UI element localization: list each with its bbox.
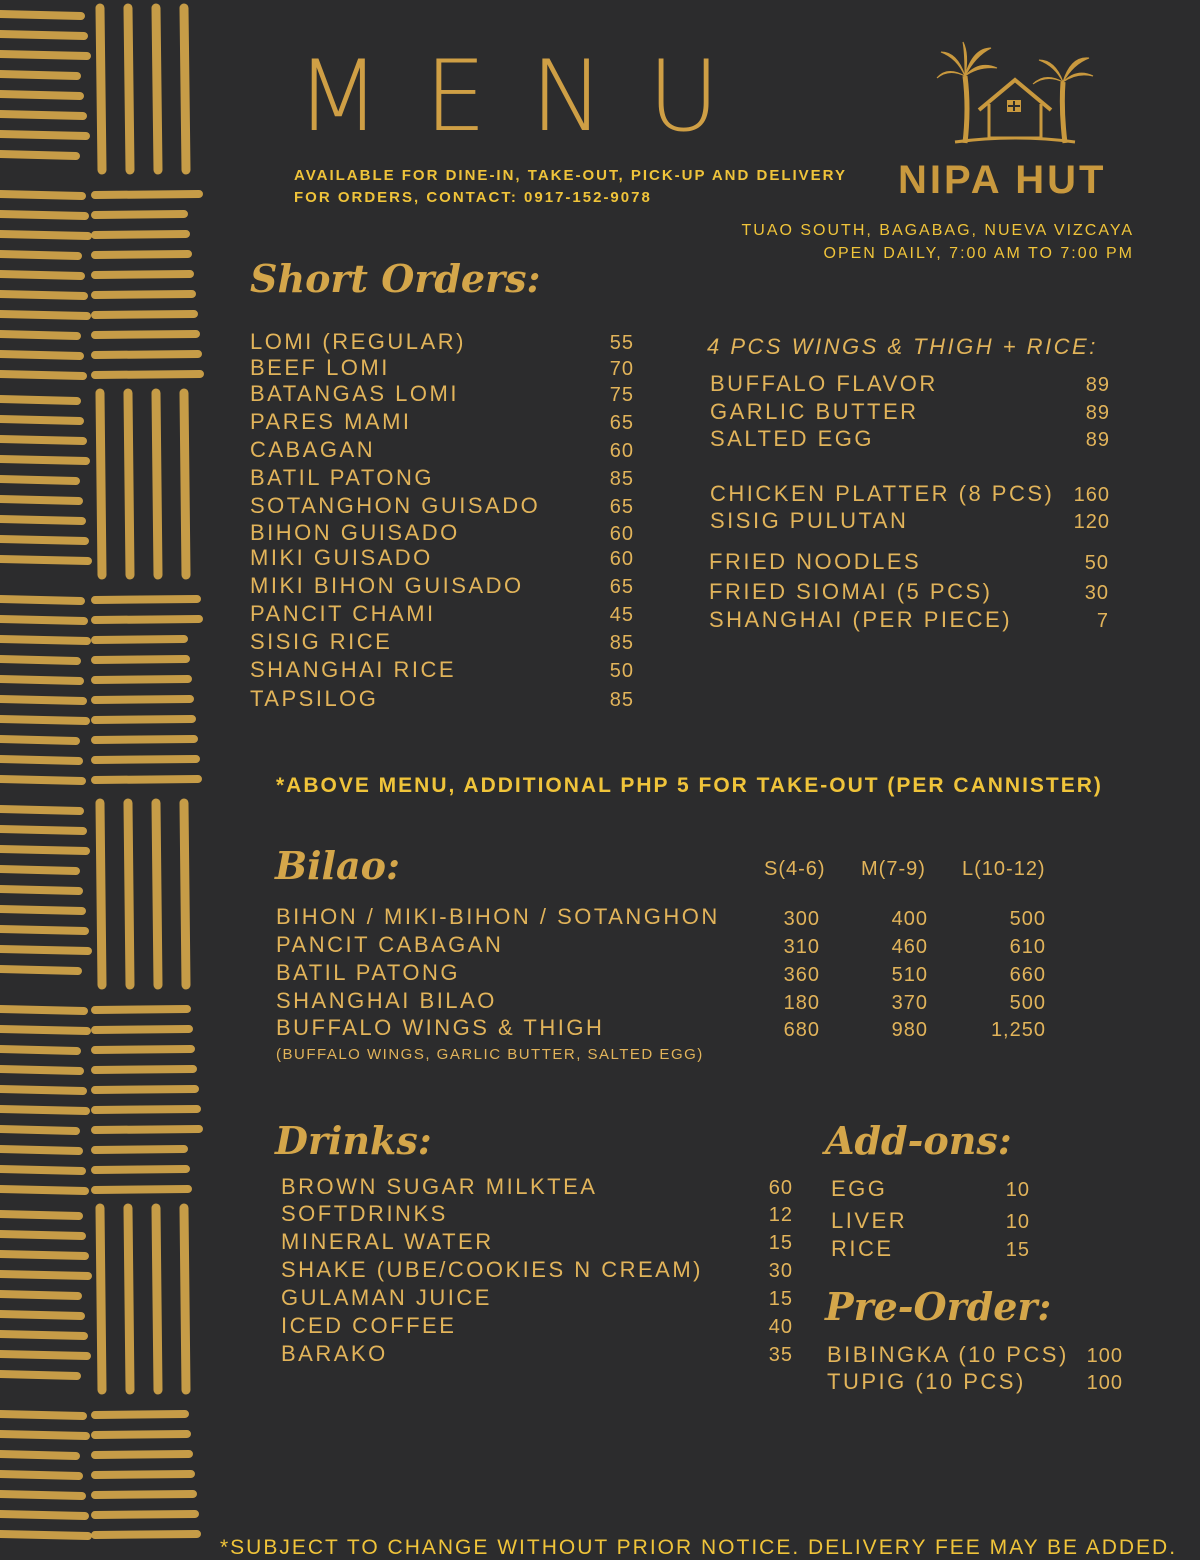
item-price: 89 xyxy=(1085,402,1110,424)
item-name: SISIG RICE xyxy=(250,629,393,654)
short-orders-heading: Short Orders: xyxy=(250,256,541,301)
short-order-row xyxy=(250,331,634,355)
wings-row xyxy=(710,428,1110,452)
item-name: SHANGHAI RICE xyxy=(250,657,457,682)
preorder-heading: Pre-Order: xyxy=(825,1284,1052,1329)
brush-stroke-pattern xyxy=(0,0,205,1553)
opening-hours: OPEN DAILY, 7:00 AM TO 7:00 PM xyxy=(823,245,1134,262)
short-order-row xyxy=(250,411,634,435)
availability-line: AVAILABLE FOR DINE-IN, TAKE-OUT, PICK-UP AND DELIVERY xyxy=(294,167,847,184)
item-name: MIKI BIHON GUISADO xyxy=(250,573,524,598)
item-name: LOMI (REGULAR) xyxy=(250,329,466,354)
item-price: 85 xyxy=(609,632,634,654)
price-size-s: 360 xyxy=(783,964,820,986)
item-price: 65 xyxy=(609,496,634,518)
item-price: 70 xyxy=(609,358,634,380)
item-name: BATIL PATONG xyxy=(276,960,461,985)
short-order-row xyxy=(250,688,634,712)
price-size-m: 370 xyxy=(891,992,928,1014)
item-name: CABAGAN xyxy=(250,437,376,462)
drink-row xyxy=(281,1287,793,1311)
item-name: SOFTDRINKS xyxy=(281,1201,448,1226)
price-size-m: 510 xyxy=(891,964,928,986)
item-price: 75 xyxy=(609,384,634,406)
short-order-row xyxy=(250,631,634,655)
item-name: BROWN SUGAR MILKTEA xyxy=(281,1174,598,1199)
brand-name: NIPA HUT xyxy=(898,158,1107,202)
drinks-heading: Drinks: xyxy=(275,1118,432,1163)
bilao-size-small: S(4-6) xyxy=(764,858,826,880)
item-name: SHAKE (UBE/COOKIES N CREAM) xyxy=(281,1257,704,1282)
item-name: SHANGHAI BILAO xyxy=(276,988,497,1013)
item-name: SALTED EGG xyxy=(710,426,874,451)
short-order-row xyxy=(250,383,634,407)
price-size-l: 1,250 xyxy=(990,1019,1046,1041)
short-order-row xyxy=(250,467,634,491)
drink-row xyxy=(281,1259,793,1283)
item-name: MINERAL WATER xyxy=(281,1229,494,1254)
item-name: PANCIT CHAMI xyxy=(250,601,436,626)
item-price: 12 xyxy=(768,1204,793,1226)
item-name: TAPSILOG xyxy=(250,686,379,711)
item-price: 85 xyxy=(609,468,634,490)
item-name: ICED COFFEE xyxy=(281,1313,457,1338)
price-size-m: 980 xyxy=(891,1019,928,1041)
platter-row xyxy=(710,483,1110,507)
short-order-row xyxy=(250,659,634,683)
short-order-row xyxy=(250,603,634,627)
item-name: BATIL PATONG xyxy=(250,465,435,490)
short-order-row xyxy=(250,495,634,519)
item-price: 60 xyxy=(609,523,634,545)
footer-note: *SUBJECT TO CHANGE WITHOUT PRIOR NOTICE. DELIVERY FEE MAY BE ADDED. xyxy=(220,1536,1178,1559)
item-name: RICE xyxy=(831,1236,894,1261)
item-price: 45 xyxy=(609,604,634,626)
bilao-note: (BUFFALO WINGS, GARLIC BUTTER, SALTED EGG) xyxy=(276,1046,704,1063)
item-price: 15 xyxy=(768,1288,793,1310)
addon-row xyxy=(831,1238,1030,1262)
price-size-l: 500 xyxy=(1009,992,1046,1014)
item-price: 60 xyxy=(768,1177,793,1199)
price-size-l: 500 xyxy=(1009,908,1046,930)
item-price: 85 xyxy=(609,689,634,711)
item-price: 7 xyxy=(1096,610,1109,632)
short-order-row xyxy=(250,357,634,381)
short-order-row xyxy=(250,522,634,546)
item-name: PARES MAMI xyxy=(250,409,412,434)
item-name: EGG xyxy=(831,1176,888,1201)
item-name: BIHON / MIKI-BIHON / SOTANGHON xyxy=(276,904,720,929)
other-row xyxy=(709,551,1109,575)
menu-title: MENU xyxy=(296,40,764,154)
bilao-size-medium: M(7-9) xyxy=(861,858,926,880)
other-row xyxy=(709,609,1109,633)
item-price: 100 xyxy=(1086,1345,1123,1367)
item-name: BUFFALO FLAVOR xyxy=(710,371,938,396)
item-price: 50 xyxy=(609,660,634,682)
item-price: 65 xyxy=(609,576,634,598)
drink-row xyxy=(281,1315,793,1339)
contact-line: FOR ORDERS, CONTACT: 0917-152-9078 xyxy=(294,189,652,206)
bilao-size-large: L(10-12) xyxy=(962,858,1046,880)
addon-row xyxy=(831,1178,1030,1202)
item-name: SHANGHAI (PER PIECE) xyxy=(709,607,1013,632)
preorder-row xyxy=(827,1371,1123,1395)
item-price: 60 xyxy=(609,548,634,570)
address: TUAO SOUTH, BAGABAG, NUEVA VIZCAYA xyxy=(741,222,1134,239)
preorder-row xyxy=(827,1344,1123,1368)
price-size-s: 180 xyxy=(783,992,820,1014)
item-name: PANCIT CABAGAN xyxy=(276,932,504,957)
item-name: LIVER xyxy=(831,1208,908,1233)
item-price: 89 xyxy=(1085,429,1110,451)
item-price: 100 xyxy=(1086,1372,1123,1394)
takeout-note: *ABOVE MENU, ADDITIONAL PHP 5 FOR TAKE-OUT (PER CANNISTER) xyxy=(276,774,1103,797)
item-price: 15 xyxy=(1005,1239,1030,1261)
drink-row xyxy=(281,1343,793,1367)
item-name: BIBINGKA (10 PCS) xyxy=(827,1342,1069,1367)
short-order-row xyxy=(250,547,634,571)
price-size-l: 660 xyxy=(1009,964,1046,986)
price-size-m: 460 xyxy=(891,936,928,958)
price-size-m: 400 xyxy=(891,908,928,930)
addon-row xyxy=(831,1210,1030,1234)
price-size-s: 310 xyxy=(783,936,820,958)
item-name: SISIG PULUTAN xyxy=(710,508,909,533)
item-price: 30 xyxy=(1084,582,1109,604)
item-price: 120 xyxy=(1073,511,1110,533)
other-row xyxy=(709,581,1109,605)
item-price: 160 xyxy=(1073,484,1110,506)
item-price: 10 xyxy=(1005,1211,1030,1233)
drink-row xyxy=(281,1231,793,1255)
platter-row xyxy=(710,510,1110,534)
bilao-heading: Bilao: xyxy=(275,843,400,888)
price-size-l: 610 xyxy=(1009,936,1046,958)
item-name: MIKI GUISADO xyxy=(250,545,433,570)
item-price: 89 xyxy=(1085,374,1110,396)
item-price: 30 xyxy=(768,1260,793,1282)
drink-row xyxy=(281,1176,793,1200)
drink-row xyxy=(281,1203,793,1227)
item-price: 65 xyxy=(609,412,634,434)
item-name: FRIED NOODLES xyxy=(709,549,922,574)
price-size-s: 300 xyxy=(783,908,820,930)
item-name: GULAMAN JUICE xyxy=(281,1285,492,1310)
nipa-hut-logo-icon xyxy=(935,38,1095,148)
short-order-row xyxy=(250,575,634,599)
item-price: 15 xyxy=(768,1232,793,1254)
item-name: SOTANGHON GUISADO xyxy=(250,493,541,518)
item-name: BUFFALO WINGS & THIGH xyxy=(276,1015,605,1040)
wings-heading: 4 PCS WINGS & THIGH + RICE: xyxy=(707,334,1098,359)
addons-heading: Add-ons: xyxy=(825,1118,1012,1163)
item-name: FRIED SIOMAI (5 PCS) xyxy=(709,579,993,604)
item-name: BEEF LOMI xyxy=(250,355,390,380)
wings-row xyxy=(710,373,1110,397)
item-name: BARAKO xyxy=(281,1341,388,1366)
item-name: BATANGAS LOMI xyxy=(250,381,459,406)
item-price: 10 xyxy=(1005,1179,1030,1201)
item-name: TUPIG (10 PCS) xyxy=(827,1369,1026,1394)
item-price: 40 xyxy=(768,1316,793,1338)
item-name: CHICKEN PLATTER (8 PCS) xyxy=(710,481,1055,506)
item-price: 60 xyxy=(609,440,634,462)
wings-row xyxy=(710,401,1110,425)
item-price: 50 xyxy=(1084,552,1109,574)
item-name: GARLIC BUTTER xyxy=(710,399,919,424)
item-name: BIHON GUISADO xyxy=(250,520,460,545)
price-size-s: 680 xyxy=(783,1019,820,1041)
item-price: 55 xyxy=(609,332,634,354)
item-price: 35 xyxy=(768,1344,793,1366)
short-order-row xyxy=(250,439,634,463)
